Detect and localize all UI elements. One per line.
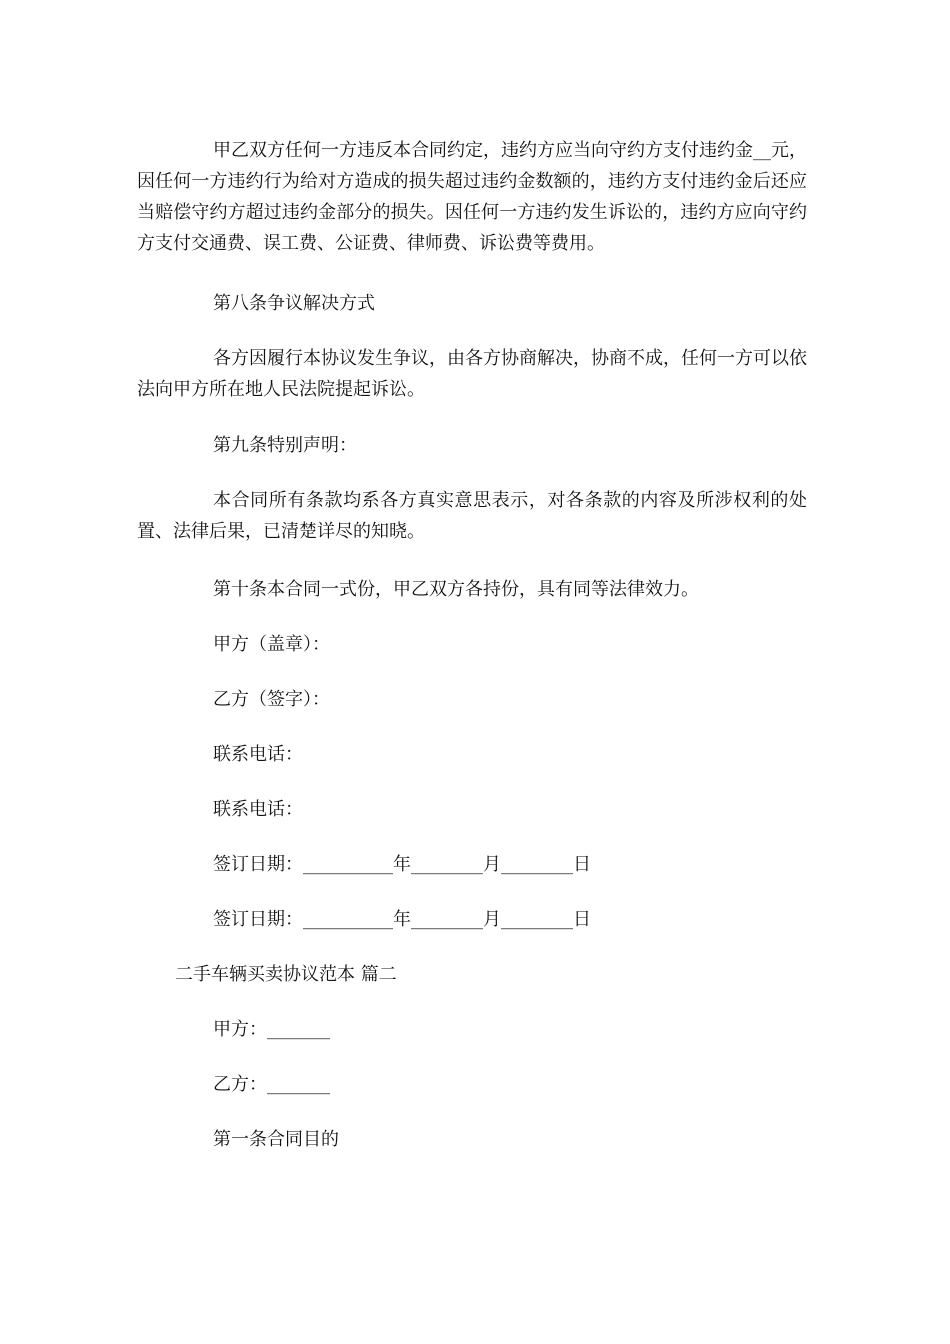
- party-a-seal-label: 甲方（盖章）：: [213, 634, 330, 655]
- article8-title: 第八条争议解决方式: [213, 293, 375, 314]
- article9-body: 本合同所有条款均系各方真实意思表示，对各条款的内容及所涉权利的处置、法律后果，已清楚详尽的知晓。: [137, 490, 807, 542]
- sign-date-1: 签订日期：__________年________月________日: [213, 854, 591, 875]
- second-party-b: 乙方：_______: [213, 1074, 330, 1095]
- article10-text: 第十条本合同一式份，甲乙双方各持份，具有同等法律效力。: [213, 579, 699, 600]
- second-article1-title: 第一条合同目的: [213, 1129, 339, 1150]
- penalty-clause: 甲乙双方任何一方违反本合同约定，违约方应当向守约方支付违约金__元，因任何一方违约行为给对方造成的损失超过违约金数额的，违约方支付违约金后还应当赔偿守约方超过违约金部分的损失。因任何一方违约发生诉讼的，违约方应向守约方支付交通费、误工费、公证费、律师费、诉讼费等费用。: [137, 140, 807, 254]
- phone-label-2: 联系电话：: [213, 799, 303, 820]
- phone-label-1: 联系电话：: [213, 744, 303, 765]
- second-party-a: 甲方：_______: [213, 1019, 330, 1040]
- second-contract-title: 二手车辆买卖协议范本 篇二: [175, 964, 397, 985]
- article9-title: 第九条特别声明：: [213, 435, 357, 456]
- article8-body: 各方因履行本协议发生争议，由各方协商解决，协商不成，任何一方可以依法向甲方所在地人民法院提起诉讼。: [137, 348, 807, 400]
- sign-date-2: 签订日期：__________年________月________日: [213, 909, 591, 930]
- party-b-sign-label: 乙方（签字）：: [213, 689, 330, 710]
